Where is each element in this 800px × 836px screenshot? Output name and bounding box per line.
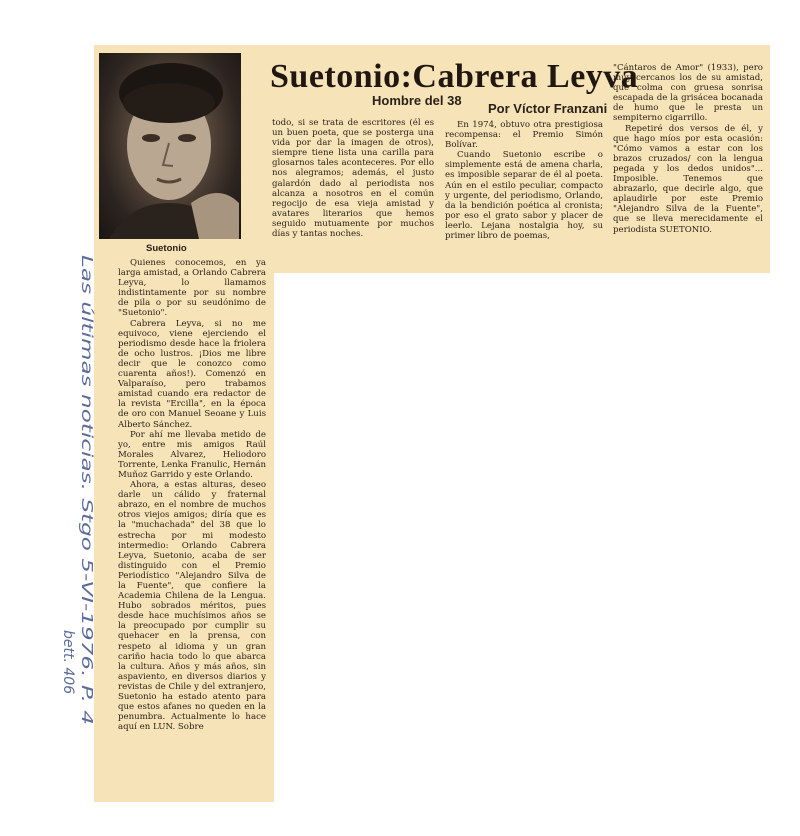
paragraph: Quienes conocemos, en ya larga amistad, a Orlando Cabrera Leyva, lo llamamos indistintamente por su nombre de pila o por su seudónimo de "Suetonio".: [118, 258, 266, 319]
paragraph: Cabrera Leyva, si no me equivoco, viene ejerciendo el periodismo desde hace la friolera de ocho lustros. ¡Dios me libre decir que le conozco como cuarenta años!). Comenzó en Valparaíso, pero trabamos amistad cuando era redactor de la revista "Ercilla", en la época de oro con Manuel Seoane y Luis Alberto Sánchez.: [118, 318, 266, 430]
paragraph: "Cántaros de Amor" (1933), pero muy cercanos los de su amistad, que colma con gruesa sonrisa escapada de la grisácea bocanada de humo que le presta un sempiterno cigarrillo.: [613, 63, 763, 124]
paragraph: En 1974, obtuvo otra prestigiosa recompensa: el Premio Simón Bolívar.: [445, 120, 603, 151]
handwritten-note: [60, 255, 120, 755]
paragraph: Por ahí me llevaba metido de yo, entre mis amigos Raúl Morales Alvarez, Heliodoro Torrente, Lenka Franulic, Hernán Muñoz Garrido y este Orlando.: [118, 429, 266, 480]
handwritten-note-line1: Las últimas noticias. Stgo 5-VI-1976. P. 4: [78, 255, 96, 561]
author-photo: [99, 53, 241, 239]
paragraph: Repetiré dos versos de él, y que hago míos por esta ocasión: "Cómo vamos a estar con los brazos cruzados/ con la lengua pegada y los dedos unidos"... Imposible. Tenemos que abrazarlo, que decirle algo, que aplaudirle por este Premio "Alejandro Silva de la Fuente", que se lleva merecidamente el periodista SUETONIO.: [613, 123, 763, 235]
article-column-left: [118, 258, 266, 798]
article-column-middle: [272, 118, 434, 239]
headline: Suetonio:Cabrera Leyva: [270, 58, 639, 95]
paragraph: Ahora, a estas alturas, deseo darle un cálido y fraternal abrazo, en el nombre de muchos otros viejos amigos; diría que es la "muchachada" del 38 que lo estrecha por mi modesto intermedio: Orlando Cabrera Leyva, Suetonio, acaba de ser distinguido con el Premio Periodístico "Alejandro Silva de la Fuente", que confiere la Academia Chilena de la Lengua. Hubo sobrados méritos, pues desde hace muchísimos años se la preocupado por cumplir su quehacer en la prensa, con respeto al idioma y un gran cariño hacia todo lo que abarca la cultura. Años y más años, sin aspaviento, en diversos diarios y revistas de Chile y del extranjero, Suetonio ha estado atento para que estos afanes no queden en la penumbra. Actualmente lo hace aquí en LUN. Sobre: [118, 480, 266, 733]
handwritten-note-line2: bett. 406: [60, 630, 76, 695]
photo-caption: Suetonio: [146, 243, 187, 254]
subheadline: Hombre del 38: [372, 93, 462, 108]
paragraph: todo, si se trata de escritores (él es un buen poeta, que se posterga una vida por dar la imagen de otros), siempre tiene lista una carilla para glosarnos tales aconteceres. Por ello nos alegramos; además, el justo galardón dado al periodista nos alcanza a nosotros en el común regocijo de esa vieja amistad y avatares literarios que hemos seguido mutuamente por muchos días y tantas noches.: [272, 118, 434, 240]
article-column-right-b: [613, 63, 763, 235]
article-column-right-a: [445, 120, 603, 241]
paragraph: Cuando Suetonio escribe o simplemente está de amena charla, es imposible separar de él al poeta. Aún en el estilo peculiar, compacto y urgente, del periodismo, Orlando, da la bendición poética al cronista; por eso el grato sabor y placer de leerlo. Lejana nostalgia hoy, su primer libro de poemas,: [445, 150, 603, 242]
byline: Por Víctor Franzani: [488, 101, 608, 116]
